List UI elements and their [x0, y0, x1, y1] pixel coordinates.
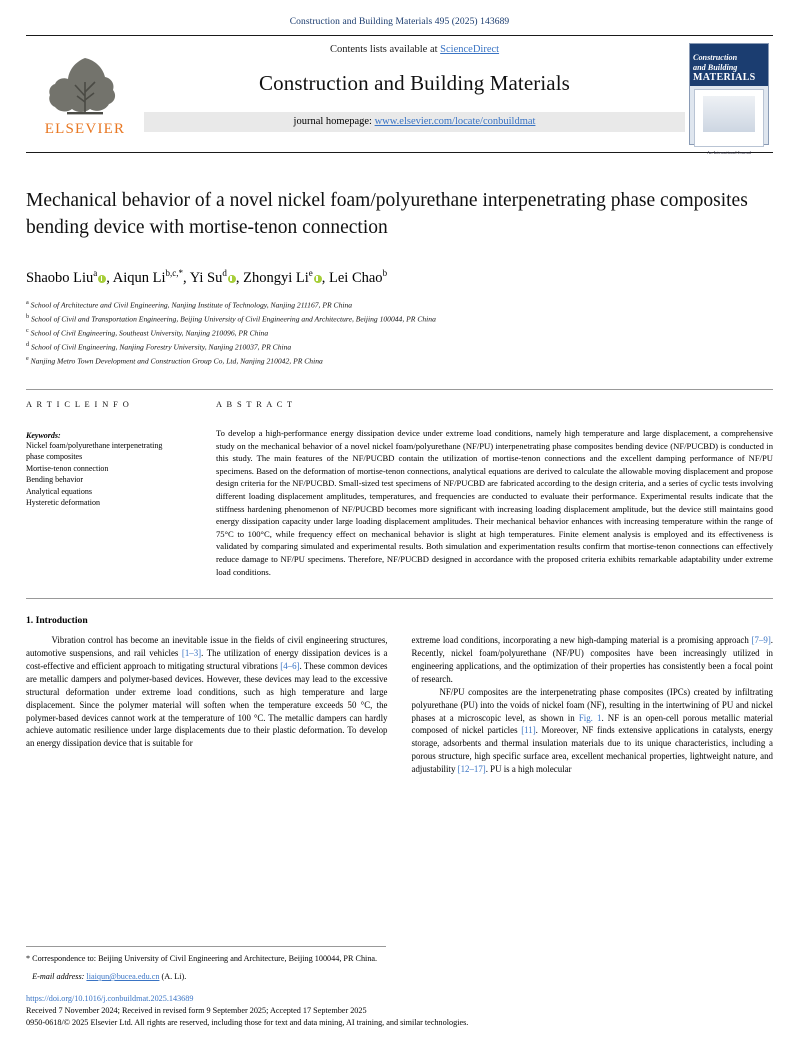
abstract-column: [216, 400, 773, 578]
author-item: [243, 270, 322, 286]
affiliation-item: [26, 339, 773, 353]
body-columns: [26, 634, 773, 776]
journal-masthead: [26, 35, 773, 153]
contents-available-line: [330, 44, 499, 55]
affiliation-mark: c: [26, 326, 29, 334]
affiliation-item: [26, 297, 773, 311]
affiliation-text: School of Civil and Transportation Engineering, Beijing University of Civil Engineering and Architecture, Beijing 100044, PR China: [31, 314, 436, 324]
author-item: [113, 270, 183, 286]
keyword-item: Nickel foam/polyurethane interpenetrating: [26, 440, 163, 450]
journal-homepage-link[interactable]: www.elsevier.com/locate/conbuildmat: [374, 116, 536, 127]
orcid-icon[interactable]: [98, 275, 106, 283]
correspondence-note: * Correspondence to: Beijing University of Civil Engineering and Architecture, Beijing 100044, PR China.: [26, 954, 378, 963]
orcid-icon[interactable]: [314, 275, 322, 283]
doi-link[interactable]: https://doi.org/10.1016/j.conbuildmat.2025.143689: [26, 994, 194, 1003]
author-list: Shaobo Liu$^a$ , Aiqun $Li^{b,c,*}$, Yi Su$^d$ , Zhongyi Li$^e$ , Lei Chao$^b$: [26, 268, 388, 286]
affiliation-mark: e: [26, 354, 29, 362]
author-affil-mark: b,c,*: [165, 268, 183, 278]
divider: [26, 598, 773, 599]
contents-prefix: Contents lists available at: [329, 44, 441, 55]
keyword-item: Mortise-tenon connection: [26, 463, 109, 473]
cover-title-line2: and Building: [693, 63, 738, 72]
affiliation-text: Nanjing Metro Town Development and Construction Group Co, Ltd, Nanjing 210042, PR China: [30, 356, 323, 366]
affiliation-item: [26, 325, 773, 339]
citation-link[interactable]: [1–3]: [181, 648, 202, 659]
affiliation-mark: d: [26, 340, 30, 348]
body-column-left: [26, 634, 388, 776]
footer-divider: [26, 946, 386, 947]
keyword-item: Bending behavior: [26, 475, 84, 485]
citation-link[interactable]: [11]: [521, 725, 536, 736]
article-info-label: A R T I C L E I N F O: [26, 399, 131, 409]
cover-title-line1: Construction: [693, 53, 738, 62]
cover-top-band: [690, 44, 768, 52]
affiliation-text: School of Architecture and Civil Engineering, Nanjing Institute of Technology, Nanjing 211167, PR China: [30, 300, 353, 310]
divider: [26, 389, 773, 390]
email-label: E-mail address:: [32, 972, 85, 981]
journal-cover-thumbnail: [689, 43, 769, 155]
email-note: [26, 971, 773, 983]
cover-title: [690, 52, 768, 86]
abstract-label: A B S T R A C T: [216, 399, 294, 409]
author-name: Yi Su: [189, 269, 223, 286]
affiliation-item: [26, 353, 773, 367]
keyword-item: Analytical equations: [26, 486, 92, 496]
body-column-right: [412, 634, 774, 776]
author-affil-mark: e: [308, 268, 313, 278]
author-name: Aiqun Li: [112, 269, 166, 286]
affiliation-mark: b: [26, 312, 30, 320]
affiliation-text: School of Civil Engineering, Southeast University, Nanjing 210096, PR China: [30, 328, 269, 338]
journal-homepage-bar: [144, 112, 685, 132]
abstract-text: To develop a high-performance energy dissipation device under extreme load conditions, namely high temperature and large displacement, a comprehensive study on the mechanical behavior of a novel nickel foam/polyurethane (NF/PU) interpenetrating phase composites bending device (NF/PUCBD) is conducted in this study. The main features of the NF/PUCBD contain the utilization of mortise-tenon connections and the excellent damping performance of NF/PU specimens. Based on the deformation of mortise-tenon connections, analytical equations are derived to calculate the allowable moving displacement and propose design criteria for the NF/PUCBD. Small-sized test specimens of NF/PUCBD are fabricated according to the design criteria, and a series of cyclic tests involving different loading displacement amplitudes, temperatures, and frequencies are conducted to evaluate their performance. Experimental results indicate that the stiffness hardening phenomenon of NF/PUCBD becomes more significant with increasing loading displacement amplitude, but the device still maintains good energy dissipation capacity under large loading displacement amplitudes. Their mechanical behavior enhances with increasing temperature within the range of 75°C to 100°C, while frequency effect on mechanical behavior is slight at high temperatures. Finite element analysis is employed and its effectiveness is validated by comparing simulated and experimental results. Both simulation and experimentation results confirm that mortise-tenon connections can effectively reduce damage to NF/PU specimens. Therefore, NF/PUCBD designed in accordance with the proposed criteria exhibits remarkable adaptability under extreme load conditions.: [216, 427, 773, 577]
cover-image-inner: [703, 96, 755, 132]
author-item: [190, 270, 236, 286]
info-abstract-section: [26, 400, 773, 578]
email-suffix: (A. Li).: [161, 972, 187, 981]
article-info-column: [26, 400, 216, 578]
citation-link[interactable]: [12–17]: [457, 764, 486, 775]
running-head: Construction and Building Materials 495 (2025) 143689: [289, 17, 510, 27]
cover-title-line3: MATERIALS: [693, 72, 756, 83]
elsevier-wordmark: ELSEVIER: [44, 121, 126, 137]
paragraph: Vibration control has become an inevitable issue in the fields of civil engineering structures, automotive suspensions, and rail vehicles [1–3]. The utilization of energy dissipation devices is a cost-effective and efficient approach to mitigating structural vibrations [4–6]. These common devices are metallic dampers and polymer-based devices. However, these devices may lead to the excessive structural deformation under extreme load conditions, such as high temperature and large displacement. Since the polymer material will soften when the temperature exceeds 50 °C, the polymer-based devices cannot work at the temperature of 100 °C. The metallic dampers can hardly achieve automatic resilience under large displacements due to their plastic deformation. To develop an energy dissipation device that is suitable for: [26, 635, 388, 749]
citation-link[interactable]: [4–6]: [280, 660, 300, 671]
affiliation-text: School of Civil Engineering, Nanjing Forestry University, Nanjing 210037, PR China: [31, 342, 292, 352]
paragraph: NF/PU composites are the interpenetrating phase composites (IPCs) created by infiltrating polyurethane (PU) into the voids of nickel foam (NF), resulting in the intertwining of PU and nickel phases at a microscopic level, as shown in Fig. 1. NF is an open-cell porous metallic material composed of nickel particles [11]. Moreover, NF finds extensive applications in catalysts, energy storage, adsorbents and thermal insulation materials due to its unique characteristics, including a porous structure, high specific surface area, excellent mechanical properties, lightweight nature, and adjustability [12–17]. PU is a high molecular: [411, 686, 773, 775]
author-item: [329, 270, 387, 286]
citation-link[interactable]: [7–9]: [751, 635, 771, 646]
figure-link[interactable]: Fig. 1: [578, 712, 602, 723]
page-title: Mechanical behavior of a novel nickel foam/polyurethane interpenetrating phase composites bending device with mortise-tenon connection: [26, 190, 748, 238]
cover-footer: An International Journal: [707, 150, 751, 155]
section-heading-introduction: 1. Introduction: [26, 615, 88, 627]
affiliation-item: [26, 311, 773, 325]
author-affil-mark: a: [93, 268, 98, 278]
masthead-center: [144, 36, 685, 152]
affiliation-list: [26, 297, 773, 367]
author-name: Zhongyi Li: [243, 269, 309, 286]
author-name: Shaobo Liu: [26, 269, 94, 286]
cover-image: [694, 89, 764, 147]
keyword-item: Hysteretic deformation: [26, 498, 100, 508]
paragraph: extreme load conditions, incorporating a new high-damping material is a promising approach [7–9]. Recently, nickel foam/polyurethane (NF/PU) composites have been increasingly utilized in engineering applications, and the optimization of their properties has consistently been a focal point of research.: [411, 635, 773, 684]
orcid-icon[interactable]: [228, 275, 236, 283]
email-link[interactable]: liaiqun@bucea.edu.cn: [86, 972, 160, 981]
author-affil-mark: b: [382, 268, 388, 278]
author-item: [26, 270, 106, 286]
title-block: [26, 187, 773, 241]
page-footer: [26, 928, 773, 1027]
author-affil-mark: d: [222, 268, 227, 278]
copyright-line: 0950-0618/© 2025 Elsevier Ltd. All rights are reserved, including those for text and data mining, AI training, and similar technologies.: [26, 1018, 469, 1027]
elsevier-tree-icon: [45, 52, 125, 120]
keywords-label: Keywords:: [26, 430, 61, 440]
affiliation-mark: a: [26, 298, 29, 306]
elsevier-logo: [26, 36, 144, 152]
sciencedirect-link[interactable]: ScienceDirect: [440, 44, 500, 55]
article-history: Received 7 November 2024; Received in revised form 9 September 2025; Accepted 17 September 2025: [26, 1006, 367, 1015]
homepage-prefix: journal homepage:: [293, 116, 375, 127]
author-name: Lei Chao: [329, 269, 383, 286]
keyword-item: phase composites: [26, 452, 83, 462]
journal-title: Construction and Building Materials: [259, 71, 570, 95]
